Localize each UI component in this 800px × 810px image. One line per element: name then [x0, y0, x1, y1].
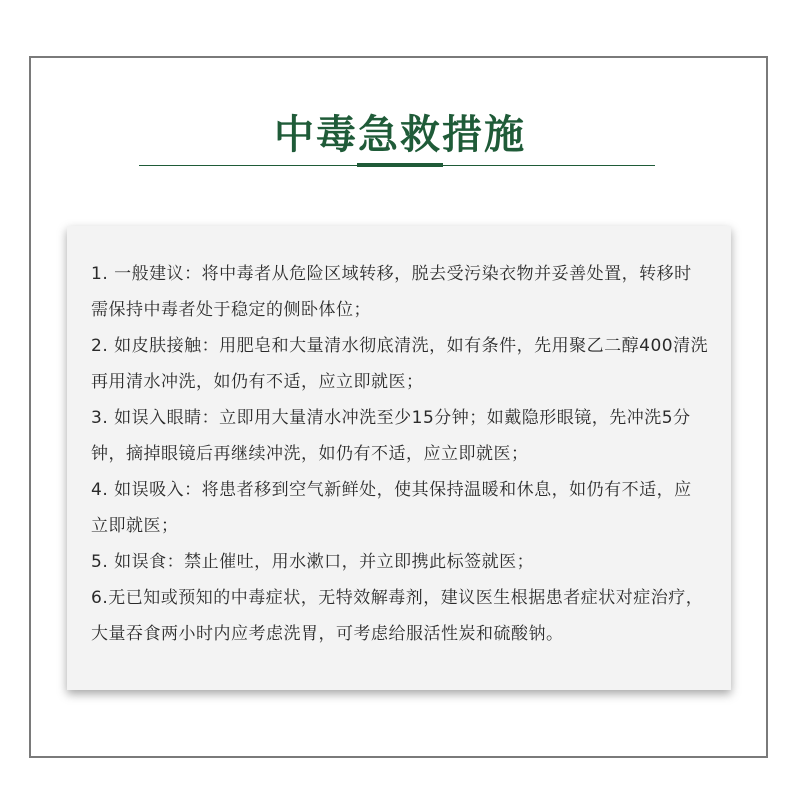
page-title: 中毒急救措施	[274, 112, 526, 158]
first-aid-card	[67, 226, 731, 690]
first-aid-item-skin-contact: 2. 如皮肤接触：用肥皂和大量清水彻底清洗，如有条件，先用聚乙二醇400清洗再用清水冲洗，如仍有不适，应立即就医；	[91, 336, 709, 392]
first-aid-item-eye-contact: 3. 如误入眼睛：立即用大量清水冲洗至少15分钟；如戴隐形眼镜，先冲洗5分钟，摘掉眼镜后再继续冲洗，如仍有不适，应立即就医；	[91, 408, 691, 464]
first-aid-item-ingestion: 5. 如误食：禁止催吐，用水漱口，并立即携此标签就医；	[91, 552, 535, 572]
first-aid-item-inhalation: 4. 如误吸入：将患者移到空气新鲜处，使其保持温暖和休息，如仍有不适，应立即就医；	[91, 480, 692, 536]
first-aid-item-physician-note: 6.无已知或预知的中毒症状，无特效解毒剂，建议医生根据患者症状对症治疗，大量吞食两小时内应考虑洗胃，可考虑给服活性炭和硫酸钠。	[91, 588, 704, 644]
title-underline-accent	[357, 163, 443, 167]
first-aid-item-general: 1. 一般建议：将中毒者从危险区域转移，脱去受污染衣物并妥善处置，转移时需保持中毒者处于稳定的侧卧体位；	[91, 264, 692, 320]
